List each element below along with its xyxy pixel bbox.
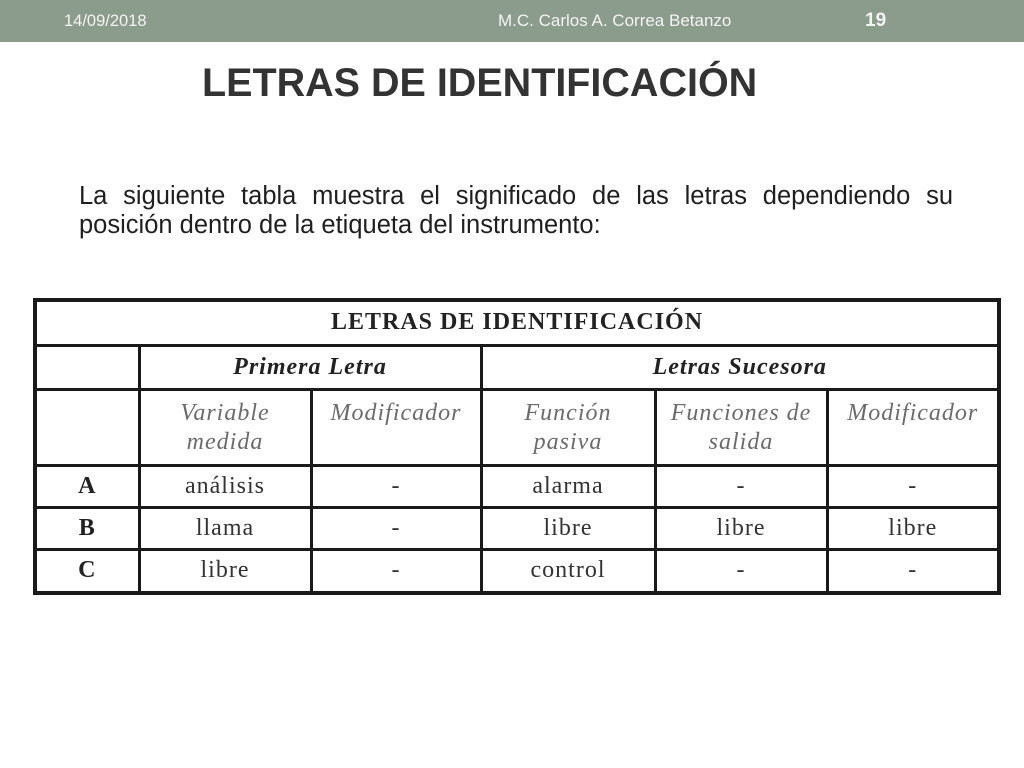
table-row-b [35,507,999,549]
group-header-successive-letters: Letras Sucesora [481,345,999,389]
slide-paragraph: La siguiente tabla muestra el significado de las letras dependiendo su posición dentro de la etiqueta del instrumento: [79,182,953,239]
letter-cell: A [35,465,139,507]
modifier-first-cell: - [311,549,481,593]
column-header-modifier-first: Modificador [311,389,481,465]
column-header-modifier-successive: Modificador [827,389,999,465]
empty-cell [35,345,139,389]
modifier-successive-cell: - [827,465,999,507]
table-row-a [35,465,999,507]
table-row-c [35,549,999,593]
output-functions-cell: - [655,549,827,593]
group-header-first-letter: Primera Letra [139,345,481,389]
output-functions-cell: libre [655,507,827,549]
modifier-successive-cell: - [827,549,999,593]
modifier-successive-cell: libre [827,507,999,549]
table-title: LETRAS DE IDENTIFICACIÓN [35,300,999,345]
slide-author: M.C. Carlos A. Correa Betanzo [498,11,732,30]
slide-header-bar [0,0,1024,42]
letter-cell: B [35,507,139,549]
passive-function-cell: alarma [481,465,655,507]
column-header-passive-function: Función pasiva [481,389,655,465]
modifier-first-cell: - [311,465,481,507]
table-title-row [35,300,999,345]
variable-measured-cell: libre [139,549,311,593]
column-header-variable-measured: Variable medida [139,389,311,465]
empty-cell [35,389,139,465]
slide-date: 14/09/2018 [64,12,147,30]
table-group-header-row [35,345,999,389]
passive-function-cell: libre [481,507,655,549]
slide-title: LETRAS DE IDENTIFICACIÓN [202,61,758,105]
passive-function-cell: control [481,549,655,593]
variable-measured-cell: llama [139,507,311,549]
modifier-first-cell: - [311,507,481,549]
table-subheader-row [35,389,999,465]
identification-letters-table [33,298,1001,595]
column-header-output-functions: Funciones de salida [655,389,827,465]
slide-page-number: 19 [865,10,887,31]
variable-measured-cell: análisis [139,465,311,507]
output-functions-cell: - [655,465,827,507]
letter-cell: C [35,549,139,593]
